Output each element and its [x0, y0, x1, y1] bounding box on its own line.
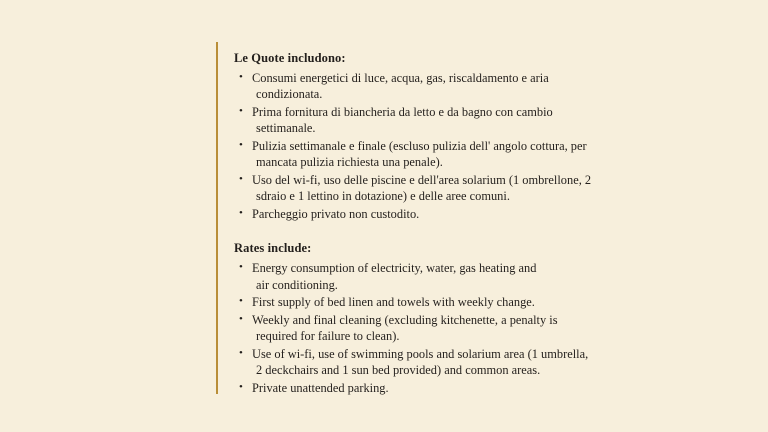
- list-item-line-1: Weekly and final cleaning (excluding kitchenette, a penalty is: [252, 312, 558, 327]
- list-item-line-1: Pulizia settimanale e finale (escluso pulizia dell' angolo cottura, per: [252, 138, 587, 153]
- section-rates-include: [234, 240, 634, 396]
- list-item-line-2: required for failure to clean).: [256, 329, 400, 344]
- document-content: [234, 50, 634, 397]
- list-item: [234, 206, 634, 223]
- list-item: [234, 380, 634, 397]
- list-item: [234, 138, 634, 171]
- list-item: [234, 260, 634, 293]
- list-item: [234, 70, 634, 103]
- list-item-line-2: settimanale.: [256, 121, 316, 136]
- list-item-line-1: Prima fornitura di biancheria da letto e da bagno con cambio: [252, 104, 553, 119]
- list-item-line-2: condizionata.: [256, 87, 323, 102]
- list-item: [234, 312, 634, 345]
- bullet-icon: •: [239, 172, 243, 185]
- bullet-icon: •: [239, 138, 243, 151]
- list-item-line-1: Private unattended parking.: [252, 380, 389, 395]
- list-item-line-1: Uso del wi-fi, uso delle piscine e dell'area solarium (1 ombrellone, 2: [252, 172, 592, 187]
- section-spacer: [234, 223, 634, 240]
- list-item-line-1: Parcheggio privato non custodito.: [252, 206, 420, 221]
- list-item-line-1: First supply of bed linen and towels with weekly change.: [252, 295, 535, 310]
- bullet-icon: •: [239, 70, 243, 83]
- left-accent-rule: [216, 42, 218, 394]
- list-item: [234, 104, 634, 137]
- list-item-line-1: Energy consumption of electricity, water, gas heating and: [252, 261, 537, 276]
- bullet-icon: •: [239, 206, 243, 219]
- bullet-icon: •: [239, 104, 243, 117]
- bullet-icon: •: [239, 295, 243, 308]
- list-item-line-2: mancata pulizia richiesta una penale).: [256, 155, 443, 170]
- section-quote-includes: [234, 50, 634, 222]
- list-item-line-2: air conditioning.: [256, 277, 338, 292]
- list-item: [234, 346, 634, 379]
- list-item: [234, 294, 634, 311]
- bullet-icon: •: [239, 261, 243, 274]
- list-item-line-1: Use of wi-fi, use of swimming pools and solarium area (1 umbrella,: [252, 346, 589, 361]
- list-english: [234, 260, 634, 396]
- list-item: [234, 172, 634, 205]
- list-italian: [234, 70, 634, 223]
- bullet-icon: •: [239, 312, 243, 325]
- list-item-line-2: 2 deckchairs and 1 sun bed provided) and common areas.: [256, 363, 541, 378]
- section-title-italian: Le Quote includono:: [234, 51, 346, 65]
- section-title-english: Rates include:: [234, 241, 312, 256]
- bullet-icon: •: [239, 380, 243, 393]
- bullet-icon: •: [239, 346, 243, 359]
- list-item-line-1: Consumi energetici di luce, acqua, gas, riscaldamento e aria: [252, 70, 549, 85]
- list-item-line-2: sdraio e 1 lettino in dotazione) e delle aree comuni.: [256, 189, 510, 204]
